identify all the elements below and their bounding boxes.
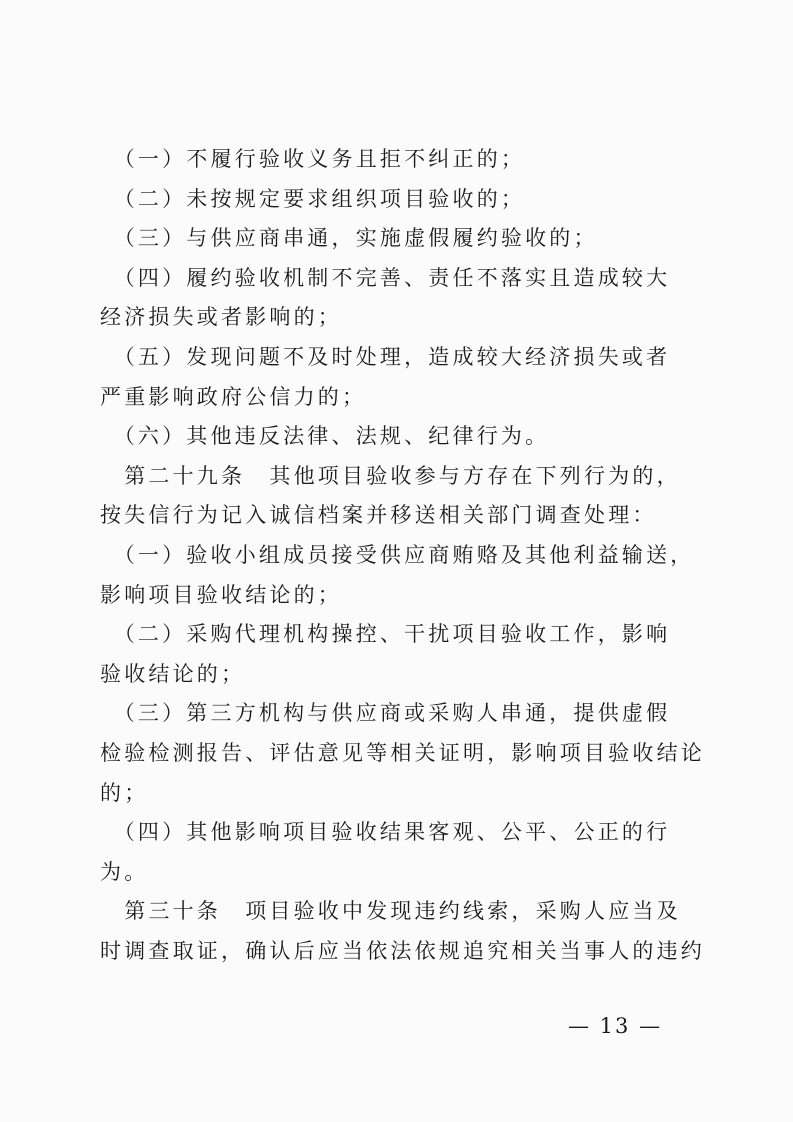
text-line: 严重影响政府公信力的；	[100, 384, 367, 409]
text-line: （四）其他影响项目验收结果客观、公平、公正的行	[100, 820, 671, 845]
text-line: （二）采购代理机构操控、干扰项目验收工作，影响	[100, 622, 671, 647]
text-line: 的；	[100, 780, 149, 805]
text-line: 检验检测报告、评估意见等相关证明，影响项目验收结论	[100, 740, 705, 765]
text-line: （三）与供应商串通，实施虚假履约验收的；	[100, 226, 598, 251]
text-line: 时调查取证，确认后应当依法依规追究相关当事人的违约	[100, 938, 705, 963]
text-line: （一）不履行验收义务且拒不纠正的；	[100, 147, 526, 171]
text-line: （六）其他违反法律、法规、纪律行为。	[100, 424, 550, 449]
text-line: （五）发现问题不及时处理，造成较大经济损失或者	[100, 344, 671, 369]
text-line: 经济损失或者影响的；	[100, 305, 342, 330]
text-line: （四）履约验收机制不完善、责任不落实且造成较大	[100, 265, 671, 290]
article-29-heading-line: 第二十九条 其他项目验收参与方存在下列行为的，	[100, 463, 681, 488]
text-line: 按失信行为记入诚信档案并移送相关部门调查处理：	[100, 503, 657, 528]
text-line: （一）验收小组成员接受供应商贿赂及其他利益输送，	[100, 542, 695, 567]
article-30-heading-line: 第三十条 项目验收中发现违约线索，采购人应当及	[100, 899, 681, 924]
text-line: 验收结论的；	[100, 661, 246, 686]
text-line: 影响项目验收结论的；	[100, 582, 342, 607]
text-line: 为。	[100, 859, 149, 884]
body-text	[100, 140, 705, 971]
page-number: — 13 —	[568, 1014, 663, 1038]
text-line: （二）未按规定要求组织项目验收的；	[100, 186, 526, 211]
text-line: （三）第三方机构与供应商或采购人串通，提供虚假	[100, 701, 671, 726]
